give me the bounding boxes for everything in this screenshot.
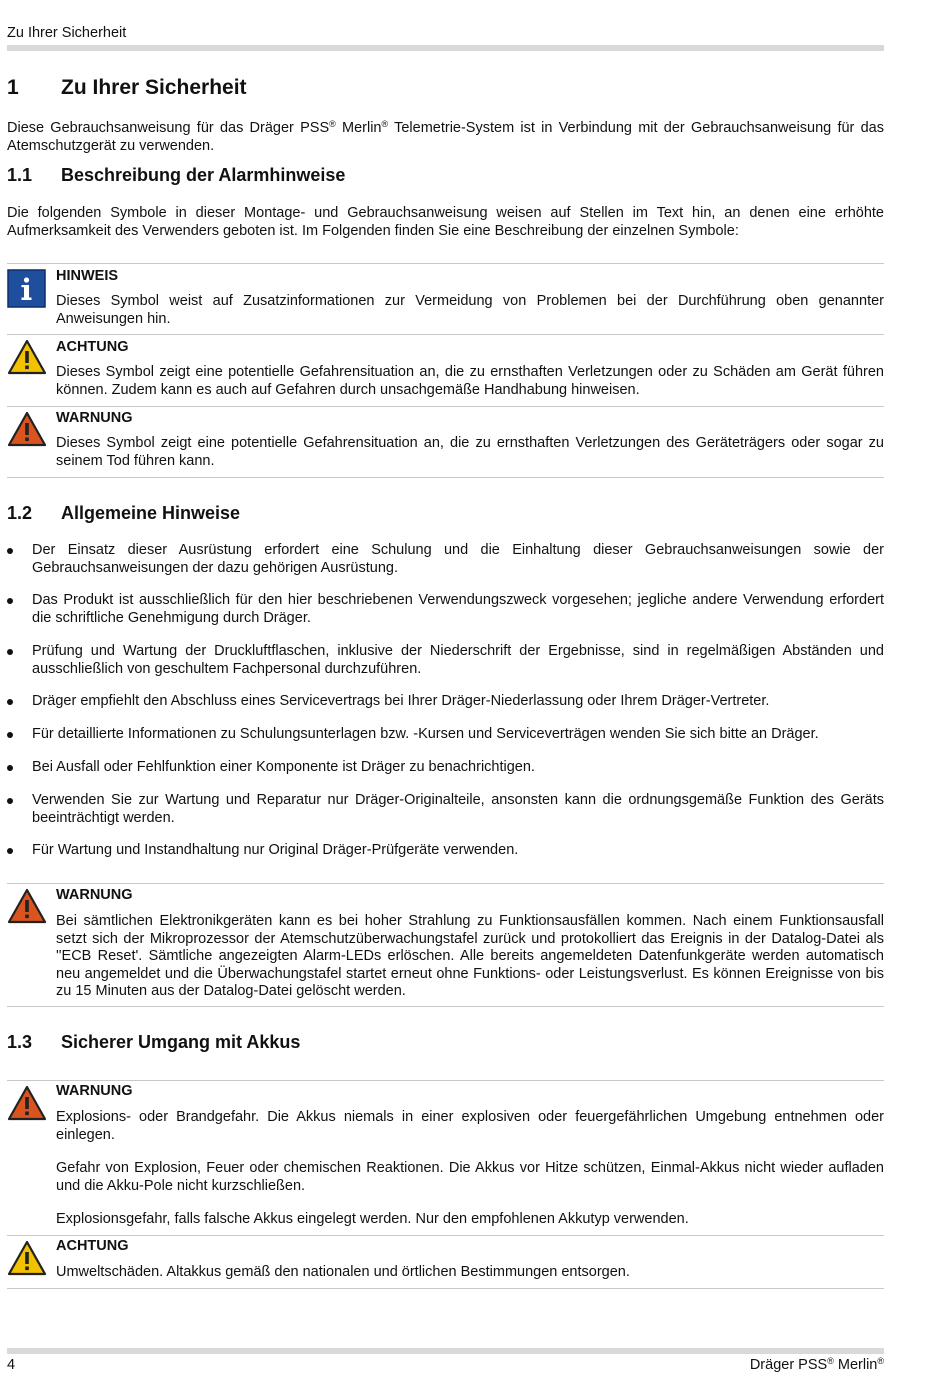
bullet-dot <box>7 798 13 804</box>
section-number: 1.2 <box>7 503 33 523</box>
list-item-text: Dräger empfiehlt den Abschluss eines Servicevertrags bei Ihrer Dräger-Niederlassung oder Ihrem Dräger-Vertreter. <box>32 693 770 709</box>
divider <box>7 477 884 478</box>
notice-label: ACHTUNG <box>56 1238 129 1254</box>
bullet-dot <box>7 765 13 771</box>
bullet-dot <box>7 548 13 554</box>
section-1-1-intro: Die folgenden Symbole in dieser Montage- und Gebrauchsanweisung weisen auf Stellen im Text hin, an denen eine erhöhte Aufmerksamkeit des Verwenders geboten ist. Im Folgenden finden Sie eine Beschreibung der einzelnen Symbole: <box>7 205 884 239</box>
list-item-text: Verwenden Sie zur Wartung und Reparatur nur Dräger-Originalteile, ansonsten kann die ordnungsgemäße Funktion des Geräts beeinträchtigt werden. <box>32 792 884 826</box>
notice-label: WARNUNG <box>56 1083 133 1099</box>
section-1-3-heading <box>7 1032 300 1053</box>
divider <box>7 1288 884 1289</box>
registered-mark: ® <box>877 1356 884 1366</box>
warning-icon <box>7 411 47 453</box>
notice-label: HINWEIS <box>56 268 119 284</box>
notice-text: Bei sämtlichen Elektronikgeräten kann es bei hoher Strahlung zu Funktionsausfällen kommen. Nach einem Funktionsausfall setzt sich der Mikroprozessor der Atemschutzüberwachungstafel zurück und protokolliert das Ereignis in der Datalog-Datei als ''ECB Reset'. Sämtliche angezeigten Alarm-LEDs erlöschen. Alle bereits angemeldeten Datenfunkgeräte werden automatisch neu angemeldet und die Überwachungstafel startet erneut ohne Funktions- oder Leistungsverlust. Es können Ereignisse von bis zu 15 Minuten aus der Datalog-Datei gelöscht werden. <box>56 913 884 999</box>
list-item-text: Der Einsatz dieser Ausrüstung erfordert eine Schulung und die Einhaltung dieser Gebrauchsanweisungen sowie der Gebrauchsanweisungen der dazu gehörigen Ausrüstung. <box>32 542 884 576</box>
notice-hinweis <box>7 264 884 334</box>
section-number: 1.1 <box>7 165 33 185</box>
registered-mark: ® <box>381 119 389 129</box>
notice-text: Dieses Symbol zeigt eine potentielle Gefahrensituation an, die zu ernsthaften Verletzungen des Geräteträgers oder sogar zu seinem Tod führen kann. <box>56 435 884 469</box>
section-title: Allgemeine Hinweise <box>61 503 241 523</box>
notice-warnung <box>7 407 884 477</box>
notice-paragraph: Explosionsgefahr, falls falsche Akkus eingelegt werden. Nur den empfohlenen Akkutyp verwenden. <box>56 1211 689 1227</box>
section-number: 1 <box>7 76 19 99</box>
section-1-intro <box>7 116 884 155</box>
product-name-b: Merlin <box>833 1357 878 1373</box>
registered-mark: ® <box>827 1356 834 1366</box>
divider <box>7 1006 884 1007</box>
notice-label: WARNUNG <box>56 887 133 903</box>
footer-product <box>750 1356 884 1373</box>
section-title: Sicherer Umgang mit Akkus <box>61 1032 301 1052</box>
list-item-text: Das Produkt ist ausschließlich für den hier beschriebenen Verwendungszweck vorgesehen; jegliche andere Verwendung erfordert die schriftliche Genehmigung durch Dräger. <box>32 592 884 626</box>
header-divider <box>7 45 884 51</box>
notice-achtung-akkus <box>7 1236 884 1288</box>
notice-label: ACHTUNG <box>56 339 129 355</box>
notice-text: Dieses Symbol weist auf Zusatzinformationen zur Vermeidung von Problemen bei der Durchführung oben genannter Anweisungen hin. <box>56 293 884 327</box>
caution-icon <box>7 1240 47 1282</box>
section-1-heading <box>7 76 247 100</box>
section-title: Zu Ihrer Sicherheit <box>61 76 247 99</box>
section-number: 1.3 <box>7 1032 33 1052</box>
notice-warnung-akkus <box>7 1081 884 1234</box>
intro-text-c: Telemetrie-System ist in Verbindung mit der Gebrauchsanweisung für das Atemschutzgerät zu verwenden. <box>7 120 884 154</box>
product-name-a: Dräger PSS <box>749 1357 828 1373</box>
footer-divider <box>7 1348 884 1354</box>
intro-text-a: Diese Gebrauchsanweisung für das Dräger PSS <box>7 120 330 136</box>
running-header: Zu Ihrer Sicherheit <box>7 25 127 41</box>
registered-mark: ® <box>329 119 336 129</box>
bullet-dot <box>7 649 13 655</box>
section-1-2-heading <box>7 503 240 524</box>
warning-icon <box>7 888 47 930</box>
notice-warnung-radiation <box>7 884 884 1006</box>
page-number: 4 <box>7 1357 16 1373</box>
info-icon <box>7 269 46 313</box>
notice-label: WARNUNG <box>56 410 133 426</box>
notice-text: Umweltschäden. Altakkus gemäß den nationalen und örtlichen Bestimmungen entsorgen. <box>56 1264 630 1280</box>
list-item-text: Für detaillierte Informationen zu Schulungsunterlagen bzw. -Kursen und Serviceverträgen wenden Sie sich bitte an Dräger. <box>32 726 819 742</box>
bullet-dot <box>7 848 13 854</box>
caution-icon <box>7 339 47 381</box>
bullet-dot <box>7 732 13 738</box>
list-item-text: Für Wartung und Instandhaltung nur Original Dräger-Prüfgeräte verwenden. <box>32 842 519 858</box>
notice-paragraph: Gefahr von Explosion, Feuer oder chemischen Reaktionen. Die Akkus vor Hitze schützen, Einmal-Akkus nicht wieder aufladen und die Akku-Pole nicht kurzschließen. <box>56 1160 884 1194</box>
section-title: Beschreibung der Alarmhinweise <box>61 165 346 185</box>
list-item-text: Prüfung und Wartung der Druckluftflaschen, inklusive der Niederschrift der Ergebnisse, sind in regelmäßigen Abständen und ausschließlich von geschultem Fachpersonal durchzuführen. <box>32 643 884 677</box>
bullet-dot <box>7 699 13 705</box>
list-item-text: Bei Ausfall oder Fehlfunktion einer Komponente ist Dräger zu benachrichtigen. <box>32 759 535 775</box>
notice-text: Dieses Symbol zeigt eine potentielle Gefahrensituation an, die zu ernsthaften Verletzungen oder zu Schäden am Gerät führen können. Zudem kann es auch auf Gefahren durch unsachgemäße Handhabung hinweisen. <box>56 364 884 398</box>
intro-text-b: Merlin <box>335 120 382 136</box>
warning-icon <box>7 1085 47 1127</box>
notice-paragraph: Explosions- oder Brandgefahr. Die Akkus niemals in einer explosiven oder feuergefährlichen Umgebung entnehmen oder einlegen. <box>56 1109 884 1143</box>
bullet-dot <box>7 598 13 604</box>
section-1-1-heading <box>7 165 345 186</box>
notice-achtung <box>7 335 884 405</box>
